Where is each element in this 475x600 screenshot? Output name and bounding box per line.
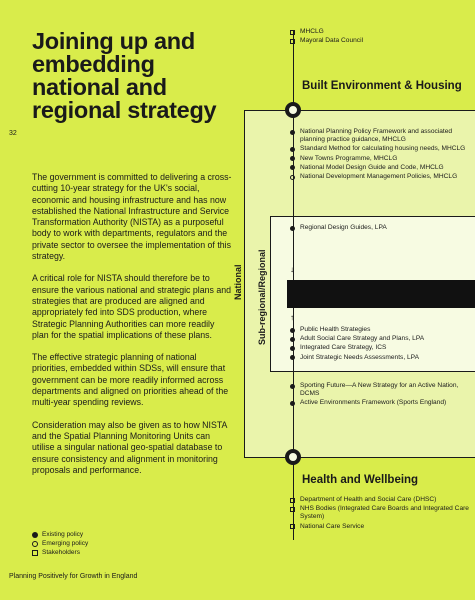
built-items bbox=[290, 128, 470, 182]
filled-circle-icon bbox=[290, 156, 295, 161]
list-item: Regional Design Guides, LPA bbox=[290, 224, 470, 232]
square-icon bbox=[290, 30, 295, 35]
hollow-circle-icon bbox=[32, 541, 38, 547]
page-number: 32 bbox=[9, 130, 17, 137]
legend-label: Existing policy bbox=[42, 531, 84, 538]
body-paragraph: The effective strategic planning of national priorities, embedded within SDSs, will ensure that government can be more readily informed across departments and aligned on priorities ahead of the multi-year spending reviews. bbox=[32, 352, 229, 408]
filled-circle-icon bbox=[290, 337, 295, 342]
filled-circle-icon bbox=[290, 226, 295, 231]
footer: Planning Positively for Growth in England bbox=[9, 573, 138, 580]
station-icon bbox=[285, 449, 301, 465]
list-item: National Care Service bbox=[290, 523, 470, 531]
filled-circle-icon bbox=[290, 130, 295, 135]
list-item: Joint Strategic Needs Assessments, LPA bbox=[290, 354, 470, 362]
filled-circle-icon bbox=[290, 355, 295, 360]
legend bbox=[32, 530, 88, 557]
list-item: Public Health Strategies bbox=[290, 326, 470, 334]
body-paragraph: The government is committed to delivering a cross-cutting 10-year strategy for the UK's social, economic and housing infrastructure and has now established the National Infrastructure and Service Transformation Authority (NISTA) as a purposeful body to work with departments, regulators and the private sector to oversee the implementation of this strategy. bbox=[32, 172, 232, 262]
filled-circle-icon bbox=[290, 401, 295, 406]
divider bbox=[244, 110, 475, 111]
section-title-health: Health and Wellbeing bbox=[302, 474, 419, 486]
square-icon bbox=[290, 524, 295, 529]
divider bbox=[244, 110, 245, 458]
list-item: National Model Design Guide and Code, MHCLG bbox=[290, 164, 470, 172]
health-regional-items bbox=[290, 326, 470, 363]
arrow-up-icon: ↑ bbox=[290, 313, 294, 322]
page-title: Joining up and embedding national and regional strategy bbox=[32, 28, 217, 123]
legend-label: Stakeholders bbox=[42, 549, 80, 556]
list-item: Department of Health and Social Care (DHSC) bbox=[290, 496, 470, 504]
top-stakeholders bbox=[290, 28, 470, 46]
list-item: Mayoral Data Council bbox=[290, 37, 470, 45]
list-item: MHCLG bbox=[290, 28, 470, 36]
arrow-down-icon: ↓ bbox=[290, 265, 294, 274]
filled-circle-icon bbox=[290, 147, 295, 152]
redacted-bar bbox=[287, 280, 475, 308]
filled-circle-icon bbox=[290, 328, 295, 333]
list-item: National Planning Policy Framework and associated planning practice guidance, MHCLG bbox=[290, 128, 470, 144]
subregional-label: Sub-regional/Regional bbox=[257, 249, 267, 345]
national-label: National bbox=[233, 264, 243, 300]
legend-existing bbox=[32, 530, 88, 539]
list-item: National Development Management Policies, MHCLG bbox=[290, 173, 470, 181]
station-icon bbox=[285, 102, 301, 118]
body-text bbox=[32, 172, 232, 487]
regional-items bbox=[290, 224, 470, 233]
filled-circle-icon bbox=[290, 384, 295, 389]
health-national-items bbox=[290, 382, 470, 409]
square-icon bbox=[32, 550, 38, 556]
body-paragraph: Consideration may also be given as to how NISTA and the Spatial Planning Monitoring Units can utilise a singular national geo-spatial database to ensure consistency and alignment in monitoring proposals and performance. bbox=[32, 419, 227, 475]
square-icon bbox=[290, 507, 295, 512]
filled-circle-icon bbox=[290, 165, 295, 170]
hollow-circle-icon bbox=[290, 175, 295, 180]
filled-circle-icon bbox=[32, 532, 38, 538]
filled-circle-icon bbox=[290, 346, 295, 351]
list-item: Integrated Care Strategy, ICS bbox=[290, 344, 470, 352]
list-item: Sporting Future—A New Strategy for an Active Nation, DCMS bbox=[290, 382, 470, 398]
divider bbox=[244, 457, 475, 458]
square-icon bbox=[290, 498, 295, 503]
list-item: New Towns Programme, MHCLG bbox=[290, 155, 470, 163]
square-icon bbox=[290, 39, 295, 44]
list-item: Adult Social Care Strategy and Plans, LPA bbox=[290, 335, 470, 343]
body-paragraph: A critical role for NISTA should therefore be to ensure the various national and strategic plans and strategies that are produced are aligned and appropriately fed into SDS production, where Strategic Planning Authorities can more readily plan for the spatial implications of these plans. bbox=[32, 273, 232, 340]
list-item: Active Environments Framework (Sports England) bbox=[290, 399, 470, 407]
legend-stakeholders bbox=[32, 548, 88, 557]
legend-label: Emerging policy bbox=[42, 540, 89, 547]
list-item: Standard Method for calculating housing needs, MHCLG bbox=[290, 145, 470, 153]
health-stakeholders bbox=[290, 496, 470, 532]
section-title-built: Built Environment & Housing bbox=[302, 80, 462, 92]
list-item: NHS Bodies (Integrated Care Boards and Integrated Care System) bbox=[290, 505, 470, 521]
legend-emerging bbox=[32, 539, 88, 548]
